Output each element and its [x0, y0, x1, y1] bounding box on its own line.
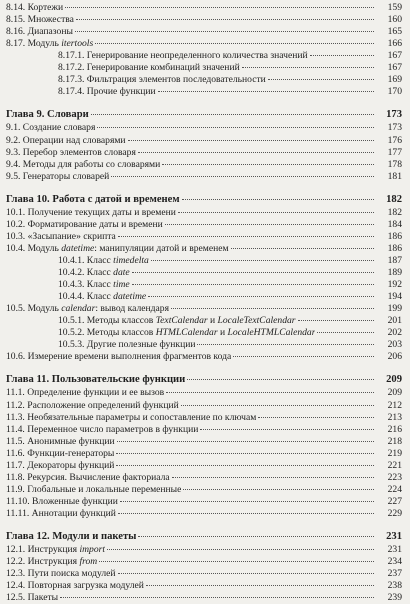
toc-entry	[0, 207, 410, 219]
toc-entry	[0, 580, 410, 592]
toc-page-number: 169	[387, 74, 402, 86]
dot-leader	[107, 548, 374, 550]
dot-leader	[99, 560, 374, 562]
toc-page-number: 186	[387, 230, 402, 242]
toc-entry	[0, 122, 410, 134]
toc-entry	[0, 339, 410, 351]
toc-page-number: 199	[387, 303, 402, 315]
dot-leader	[60, 596, 374, 598]
dot-leader	[231, 247, 374, 249]
toc-entry	[0, 315, 410, 327]
toc-page-number: 170	[387, 86, 402, 98]
toc-page-number: 213	[387, 411, 402, 423]
toc-entry-title: 9.3. Перебор элементов словаря	[6, 146, 136, 158]
dot-leader	[181, 404, 374, 406]
dot-leader	[187, 378, 374, 380]
dot-leader	[95, 42, 374, 44]
toc-entry-title: Глава 9. Словари	[6, 109, 89, 121]
toc-entry	[0, 171, 410, 183]
toc-entry-title: 8.17.4. Прочие функции	[58, 86, 156, 98]
toc-chapter-entry	[0, 531, 410, 543]
toc-entry	[0, 243, 410, 255]
dot-leader	[258, 416, 374, 418]
dot-leader	[118, 235, 374, 237]
toc-entry-title: 8.17. Модуль itertools	[6, 38, 94, 50]
toc-entry-title: 12.1. Инструкция import	[6, 544, 106, 556]
dot-leader	[166, 391, 374, 393]
toc-entry-title: 8.17.2. Генерирование комбинаций значений	[58, 62, 240, 74]
dot-leader	[268, 78, 374, 80]
dot-leader	[117, 440, 374, 442]
toc-entry	[0, 387, 410, 399]
toc-entry	[0, 568, 410, 580]
dot-leader	[146, 584, 374, 586]
toc-entry	[0, 544, 410, 556]
toc-entry-title: 10.4.4. Класс datetime	[58, 291, 147, 303]
toc-page-number: 182	[387, 206, 402, 218]
toc-entry-title: 11.8. Рекурсия. Вычисление факториала	[6, 471, 170, 483]
toc-entry-title: 10.4.2. Класс date	[58, 267, 130, 278]
toc-page-number: 192	[387, 279, 402, 291]
toc-page-number: 177	[387, 146, 402, 158]
toc-page-number: 216	[387, 423, 402, 435]
dot-leader	[138, 535, 374, 537]
dot-leader	[120, 500, 374, 502]
dot-leader	[183, 488, 374, 490]
toc-page-number: 186	[387, 242, 402, 254]
toc-entry-title: 8.16. Диапазоны	[6, 26, 73, 38]
toc-entry-title: Глава 12. Модули и пакеты	[6, 531, 137, 542]
toc-entry	[0, 279, 410, 291]
dot-leader	[111, 175, 374, 177]
dot-leader	[298, 319, 374, 321]
toc-entry-title: 10.1. Получение текущих даты и времени	[6, 206, 176, 218]
toc-chapter-entry	[0, 374, 410, 386]
toc-entry-title: 10.4. Модуль datetime: манипуляции датой и временем	[6, 242, 229, 254]
toc-entry	[0, 424, 410, 436]
toc-page-number: 227	[387, 495, 402, 507]
toc-entry	[0, 255, 410, 267]
dot-leader	[171, 307, 374, 309]
dot-leader	[165, 223, 374, 225]
dot-leader	[182, 198, 374, 200]
toc-entry	[0, 472, 410, 484]
toc-page-number: 173	[386, 109, 402, 121]
dot-leader	[65, 6, 374, 8]
toc-page-number: 219	[387, 447, 402, 459]
toc-entry-title: 10.4.1. Класс timedelta	[58, 254, 149, 266]
toc-entry-title: 10.5.1. Методы классов TextCalendar и LocaleTextCalendar	[58, 315, 296, 327]
dot-leader	[132, 271, 374, 273]
toc-entry-title: 11.10. Вложенные функции	[6, 495, 118, 507]
toc-entry-title: 11.9. Глобальные и локальные переменные	[6, 483, 182, 495]
toc-page-number: 229	[387, 507, 402, 519]
toc-entry	[0, 400, 410, 412]
toc-entry-title: 10.5.2. Методы классов HTMLCalendar и LocaleHTMLCalendar	[58, 327, 316, 339]
dot-leader	[242, 66, 374, 68]
toc-entry	[0, 291, 410, 303]
dot-leader	[138, 151, 374, 153]
dot-leader	[116, 452, 374, 454]
dot-leader	[317, 331, 374, 333]
toc-page-number: 203	[387, 339, 402, 351]
dot-leader	[132, 283, 374, 285]
toc-entry	[0, 159, 410, 171]
toc-entry	[0, 74, 410, 86]
toc-page-number: 202	[387, 327, 402, 339]
toc-entry	[0, 219, 410, 231]
dot-leader	[310, 54, 374, 56]
toc-page-number: 206	[387, 351, 402, 363]
toc-entry-title: 9.2. Операции над словарями	[6, 134, 126, 146]
toc-page-number: 178	[387, 158, 402, 170]
toc-page-number: 167	[387, 62, 402, 74]
dot-leader	[148, 295, 374, 297]
toc-entry	[0, 412, 410, 424]
toc-page-number: 238	[387, 580, 402, 592]
toc-page-number: 231	[386, 531, 402, 542]
dot-leader	[97, 126, 374, 128]
toc-entry-title: 11.11. Аннотации функций	[6, 507, 116, 519]
toc-entry	[0, 508, 410, 520]
toc-page-number: 187	[387, 254, 402, 266]
toc-entry-title: 10.2. Форматирование даты и времени	[6, 218, 163, 230]
toc-entry-title: 9.1. Создание словаря	[6, 122, 96, 134]
toc-entry-title: 11.6. Функции-генераторы	[6, 447, 115, 459]
toc-page-number: 182	[386, 193, 402, 205]
toc-page-number: 237	[387, 568, 402, 580]
toc-entry	[0, 231, 410, 243]
toc-entry	[0, 135, 410, 147]
toc-entry	[0, 496, 410, 508]
toc-entry-title: 8.15. Множества	[6, 14, 74, 26]
toc-page-number: 166	[387, 38, 402, 50]
toc-page-number: 223	[387, 471, 402, 483]
toc-page-number: 212	[387, 399, 402, 411]
toc-entry	[0, 2, 410, 14]
toc-entry	[0, 38, 410, 50]
toc-entry-title: 11.3. Необязательные параметры и сопоставление по ключам	[6, 411, 257, 423]
dot-leader	[178, 211, 374, 213]
toc-entry	[0, 267, 410, 279]
dot-leader	[75, 30, 374, 32]
dot-leader	[118, 512, 374, 514]
toc-entry	[0, 50, 410, 62]
toc-chapter-entry	[0, 109, 410, 121]
toc-entry-title: 10.5.3. Другие полезные функции	[58, 339, 196, 351]
dot-leader	[233, 355, 374, 357]
toc-page-number: 221	[387, 459, 402, 471]
dot-leader	[172, 476, 374, 478]
toc-page-number: 176	[387, 134, 402, 146]
toc-entry	[0, 14, 410, 26]
toc-entry-title: 11.7. Декораторы функций	[6, 459, 115, 471]
toc-entry-title: Глава 11. Пользовательские функции	[6, 374, 186, 386]
toc-entry	[0, 436, 410, 448]
dot-leader	[158, 90, 374, 92]
toc-page-number: 218	[387, 435, 402, 447]
toc-page-number: 165	[387, 26, 402, 38]
toc-entry-title: 11.1. Определение функции и ее вызов	[6, 387, 165, 399]
toc-entry-title: 11.5. Анонимные функции	[6, 435, 115, 447]
toc-entry-title: 12.3. Пути поиска модулей	[6, 568, 116, 580]
toc-page-number: 173	[387, 122, 402, 134]
toc-entry-title: 12.4. Повторная загрузка модулей	[6, 580, 144, 592]
toc-page-number: 231	[387, 544, 402, 556]
toc-entry-title: 8.17.3. Фильтрация элементов последовательности	[58, 74, 266, 86]
dot-leader	[116, 464, 374, 466]
toc-page-number: 201	[387, 315, 402, 327]
toc-entry	[0, 448, 410, 460]
toc-page-number: 209	[386, 374, 402, 386]
toc-page-number: 209	[387, 387, 402, 399]
toc-entry	[0, 327, 410, 339]
toc-entry-title: 9.4. Методы для работы со словарями	[6, 158, 161, 170]
toc-page-number: 181	[387, 170, 402, 182]
toc-entry-title: 8.14. Кортежи	[6, 2, 64, 13]
toc-entry	[0, 26, 410, 38]
toc-entry-title: 8.17.1. Генерирование неопределенного количества значений	[58, 50, 308, 62]
toc-page-number: 224	[387, 483, 402, 495]
toc-entry	[0, 62, 410, 74]
toc-entry-title: 9.5. Генераторы словарей	[6, 170, 110, 182]
toc-entry	[0, 351, 410, 363]
toc-entry	[0, 86, 410, 98]
dot-leader	[76, 18, 374, 20]
dot-leader	[118, 572, 374, 574]
toc-entry	[0, 303, 410, 315]
toc-entry-title: 10.4.3. Класс time	[58, 279, 130, 291]
toc-entry	[0, 556, 410, 568]
toc-page-number: 159	[387, 2, 402, 13]
toc-page-number: 167	[387, 50, 402, 62]
toc-page-number: 194	[387, 291, 402, 303]
dot-leader	[162, 163, 374, 165]
dot-leader	[151, 259, 374, 261]
dot-leader	[197, 343, 374, 345]
toc-entry-title: Глава 10. Работа с датой и временем	[6, 193, 180, 205]
dot-leader	[91, 113, 374, 115]
toc-entry	[0, 592, 410, 604]
toc-page-number: 184	[387, 218, 402, 230]
toc-page-number: 189	[387, 267, 402, 278]
toc-entry-title: 11.4. Переменное число параметров в функции	[6, 423, 199, 435]
toc-entry	[0, 460, 410, 472]
dot-leader	[128, 139, 374, 141]
dot-leader	[200, 428, 374, 430]
toc-entry-title: 12.2. Инструкция from	[6, 556, 98, 568]
toc-entry-title: 10.5. Модуль calendar: вывод календаря	[6, 303, 170, 315]
toc-chapter-entry	[0, 194, 410, 206]
toc-entry	[0, 147, 410, 159]
toc-entry	[0, 484, 410, 496]
toc-entry-title: 12.5. Пакеты	[6, 592, 59, 604]
toc-entry-title: 10.3. «Засыпание» скрипта	[6, 230, 116, 242]
toc-page-number: 234	[387, 556, 402, 568]
toc-page-number: 160	[387, 14, 402, 26]
toc-entry-title: 11.2. Расположение определений функций	[6, 399, 179, 411]
toc-page-number: 239	[387, 592, 402, 604]
toc-entry-title: 10.6. Измерение времени выполнения фрагментов кода	[6, 351, 232, 363]
